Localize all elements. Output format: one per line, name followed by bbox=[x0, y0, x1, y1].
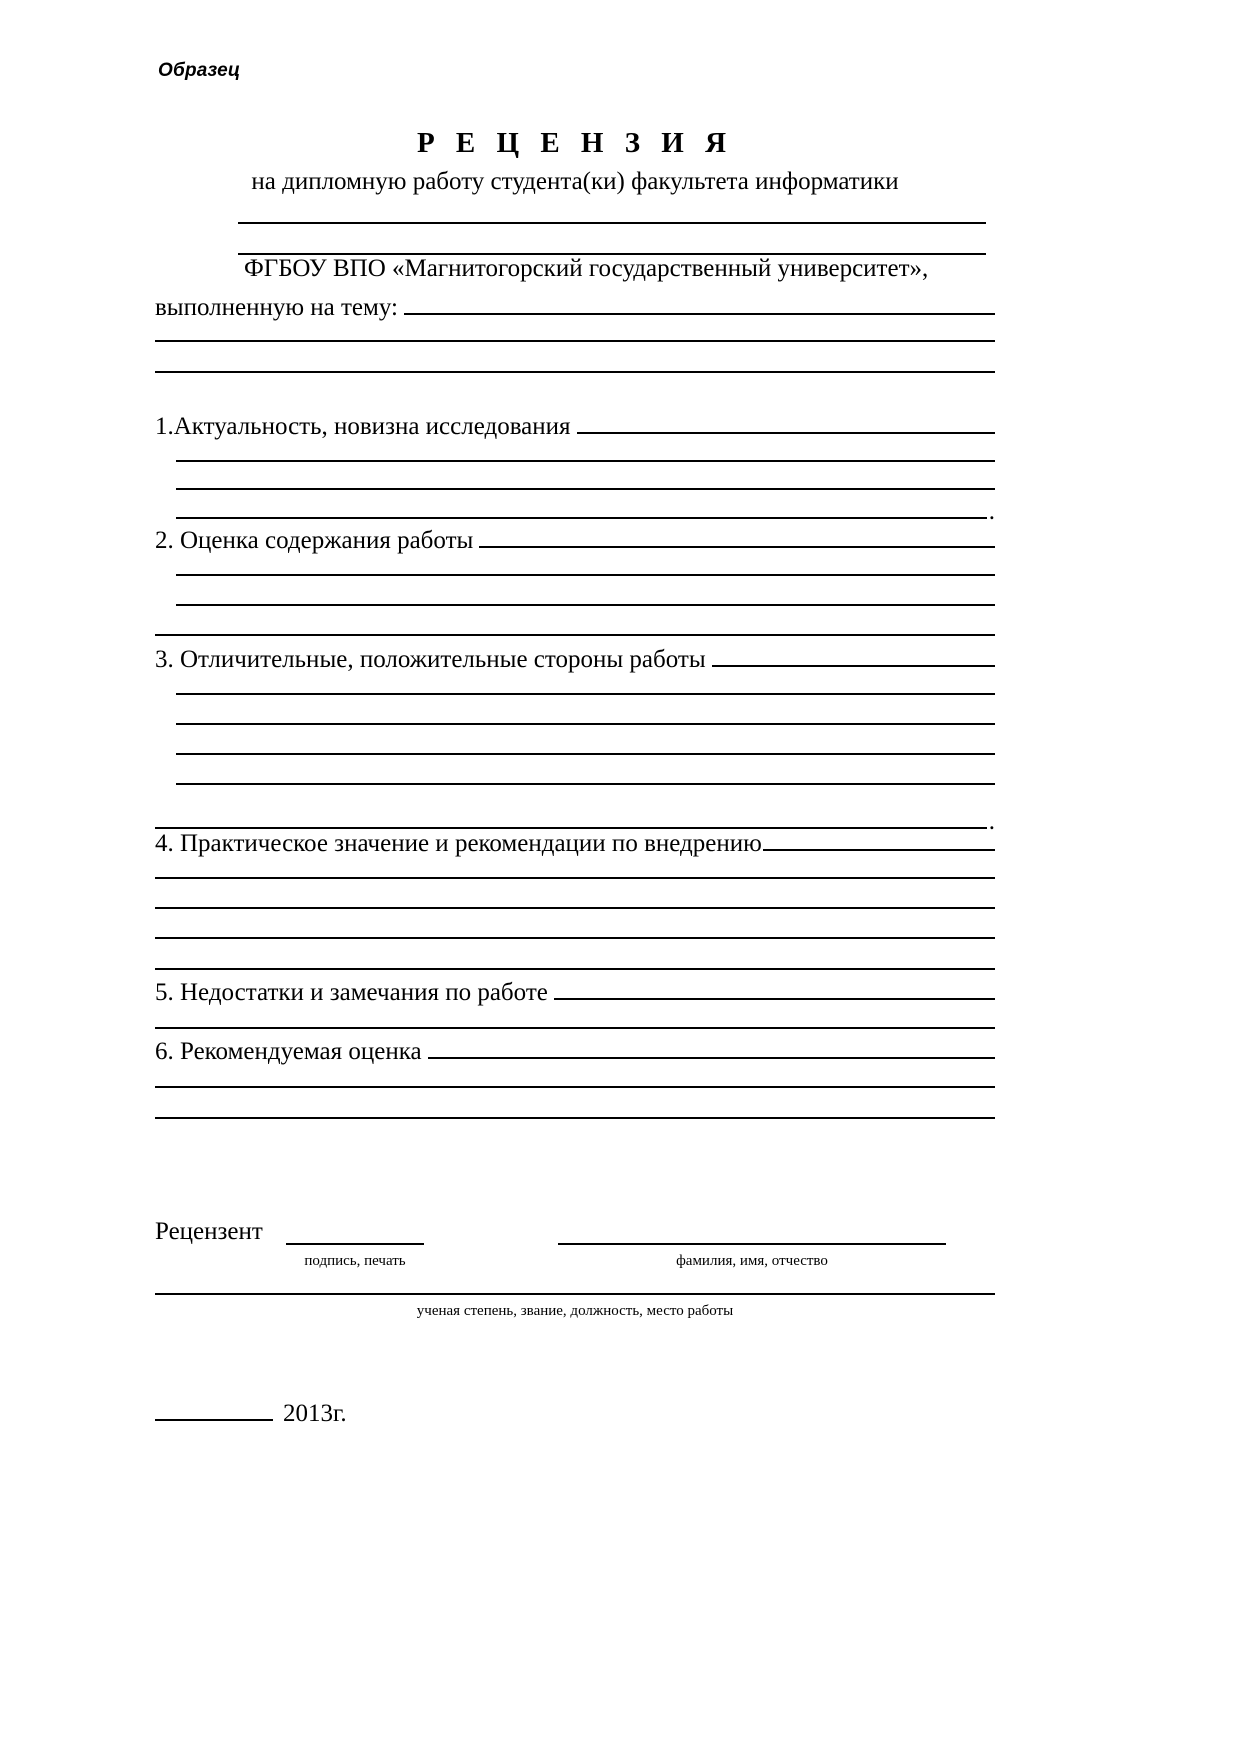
section-1-line-2[interactable] bbox=[176, 460, 995, 462]
organization-line: ФГБОУ ВПО «Магнитогорский государственный университет», bbox=[244, 255, 929, 282]
fullname-line[interactable] bbox=[558, 1243, 946, 1245]
document-header bbox=[155, 128, 995, 197]
section-6-input-line[interactable] bbox=[428, 1036, 995, 1059]
document-subtitle: на дипломную работу студента(ки) факультета информатики bbox=[251, 167, 899, 195]
topic-line-2[interactable] bbox=[155, 340, 995, 342]
section-2-line-4[interactable] bbox=[155, 634, 995, 636]
section-6-line-2[interactable] bbox=[155, 1086, 995, 1088]
section-6-line-3[interactable] bbox=[155, 1117, 995, 1119]
section-1-input-line[interactable] bbox=[577, 411, 995, 434]
section-3-line-4[interactable] bbox=[176, 753, 995, 755]
section-3-line-6[interactable] bbox=[155, 806, 987, 829]
section-1-row bbox=[155, 411, 995, 442]
section-4-row bbox=[155, 828, 995, 859]
credentials-line[interactable] bbox=[155, 1293, 995, 1295]
section-2-input-line[interactable] bbox=[479, 525, 995, 548]
signature-caption: подпись, печать bbox=[304, 1253, 406, 1269]
student-name-line-1[interactable] bbox=[238, 222, 986, 224]
signature-line[interactable] bbox=[286, 1243, 424, 1245]
section-4-line-4[interactable] bbox=[155, 937, 995, 939]
section-4-line-3[interactable] bbox=[155, 907, 995, 909]
section-1-period: . bbox=[988, 498, 995, 525]
topic-row bbox=[155, 292, 995, 323]
topic-input-line[interactable] bbox=[404, 292, 995, 315]
section-1-label: 1.Актуальность, новизна исследования bbox=[155, 413, 571, 440]
section-1-line-4-row bbox=[176, 496, 995, 527]
section-2-label: 2. Оценка содержания работы bbox=[155, 527, 474, 554]
section-5-line-2[interactable] bbox=[155, 1027, 995, 1029]
section-5-label: 5. Недостатки и замечания по работе bbox=[155, 979, 548, 1006]
sample-label: Образец bbox=[158, 60, 241, 81]
section-1-line-3[interactable] bbox=[176, 488, 995, 490]
section-2-row bbox=[155, 525, 995, 556]
section-4-line-5[interactable] bbox=[155, 968, 995, 970]
section-5-row bbox=[155, 977, 995, 1008]
fullname-caption: фамилия, имя, отчество bbox=[676, 1253, 828, 1269]
section-3-line-2[interactable] bbox=[176, 693, 995, 695]
section-3-label: 3. Отличительные, положительные стороны работы bbox=[155, 646, 706, 673]
section-3-input-line[interactable] bbox=[712, 644, 995, 667]
page-title: Р Е Ц Е Н З И Я bbox=[416, 127, 734, 159]
section-3-line-5[interactable] bbox=[176, 783, 995, 785]
section-3-line-3[interactable] bbox=[176, 723, 995, 725]
date-input-line[interactable] bbox=[155, 1400, 273, 1421]
credentials-caption: ученая степень, звание, должность, место работы bbox=[416, 1303, 734, 1319]
topic-line-3[interactable] bbox=[155, 371, 995, 373]
section-4-line-2[interactable] bbox=[155, 877, 995, 879]
year-label: 2013г. bbox=[283, 1400, 347, 1427]
topic-label: выполненную на тему: bbox=[155, 294, 398, 321]
section-1-line-4[interactable] bbox=[176, 496, 987, 519]
section-4-input-line[interactable] bbox=[763, 828, 995, 851]
date-row bbox=[155, 1400, 347, 1428]
section-2-line-2[interactable] bbox=[176, 574, 995, 576]
section-5-input-line[interactable] bbox=[554, 977, 995, 1000]
section-6-row bbox=[155, 1036, 995, 1067]
reviewer-label: Рецензент bbox=[155, 1218, 263, 1245]
section-2-line-3[interactable] bbox=[176, 604, 995, 606]
section-4-label: 4. Практическое значение и рекомендации по внедрению bbox=[155, 830, 762, 857]
section-3-period: . bbox=[988, 808, 995, 835]
section-6-label: 6. Рекомендуемая оценка bbox=[155, 1038, 422, 1065]
section-3-row bbox=[155, 644, 995, 675]
